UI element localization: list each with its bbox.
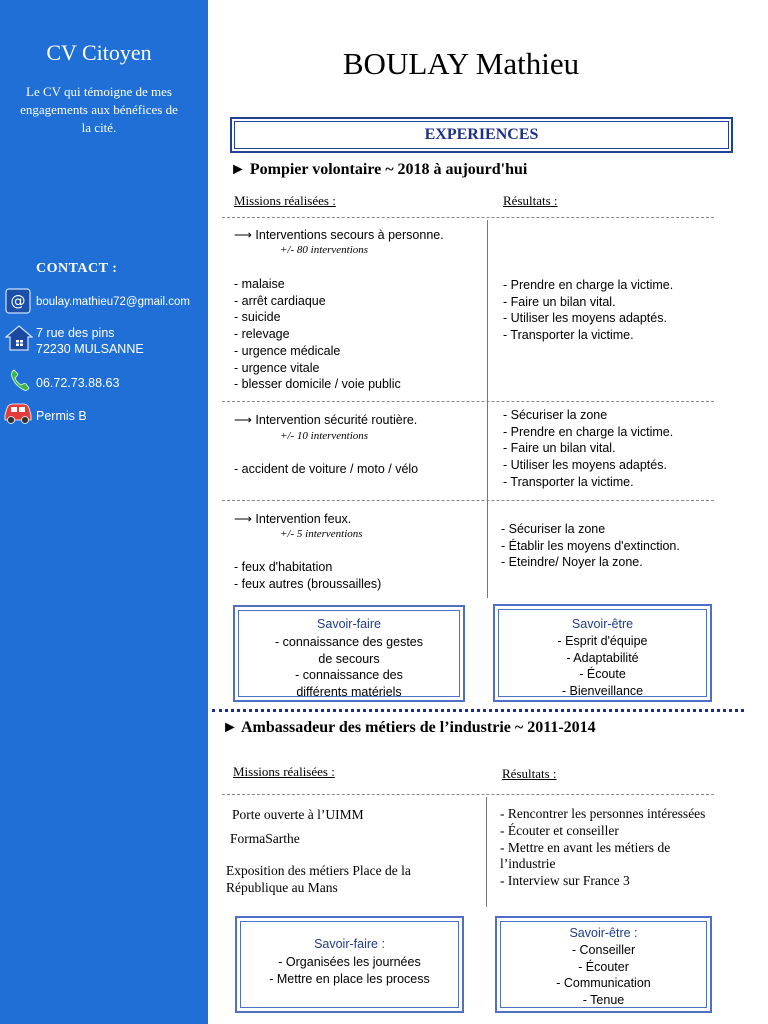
- license-text: Permis B: [36, 409, 87, 423]
- list-item: - relevage: [234, 327, 290, 342]
- savoir-faire-list: [237, 954, 462, 987]
- exp2-results-list: [500, 806, 710, 890]
- section-separator: [212, 709, 744, 712]
- email-icon: [5, 288, 31, 314]
- car-icon: [2, 398, 34, 426]
- divider: [222, 401, 714, 402]
- sidebar-title: CV Citoyen: [46, 40, 152, 65]
- address-line2: 72230 MULSANNE: [36, 342, 144, 356]
- list-item: - Prendre en charge la victime.: [503, 278, 674, 292]
- list-item: - Sécuriser la zone: [501, 522, 606, 536]
- list-item: - Utiliser les moyens adaptés.: [503, 458, 667, 473]
- list-item: - malaise: [234, 277, 285, 291]
- exp2-missions-heading: Missions réalisées :: [233, 764, 335, 779]
- exp2-title: ► Ambassadeur des métiers de l’industrie ~ 2011-2014: [222, 719, 596, 736]
- column-divider: [486, 797, 487, 907]
- exp1-block3-heading: ⟶ Intervention feux.: [234, 512, 352, 526]
- list-item: - Rencontrer les personnes intéressées: [500, 806, 706, 821]
- exp1-block2-results: [503, 407, 673, 491]
- list-item: - Mettre en place les process: [269, 971, 430, 986]
- list-item: - connaissance des: [295, 668, 403, 683]
- divider: [222, 794, 714, 795]
- experiences-banner: [230, 117, 733, 153]
- list-item: - Faire un bilan vital.: [503, 441, 616, 456]
- sidebar: [0, 0, 208, 1024]
- list-item: - accident de voiture / moto / vélo: [234, 462, 419, 476]
- exp1-block2-count: +/- 10 interventions: [280, 430, 369, 442]
- exp2-mission-1: Porte ouverte à l’UIMM: [232, 807, 364, 822]
- list-item: - Organisées les journées: [278, 955, 421, 969]
- list-item: - urgence vitale: [234, 360, 320, 375]
- experiences-title: EXPERIENCES: [234, 121, 729, 149]
- savoir-etre-list: [495, 633, 710, 699]
- exp1-block1-results: [503, 277, 673, 344]
- exp1-block1-count: +/- 80 interventions: [280, 244, 369, 256]
- email-text[interactable]: boulay.mathieu72@gmail.com: [36, 296, 191, 308]
- list-item: - Sécuriser la zone: [503, 408, 608, 422]
- last-name: BOULAY: [342, 46, 469, 81]
- list-item: - blesser domicile / voie public: [234, 377, 401, 392]
- savoir-etre-heading: Savoir-être :: [569, 926, 638, 940]
- list-item: - Transporter la victime.: [503, 474, 634, 489]
- contact-heading: CONTACT :: [36, 261, 118, 276]
- person-name: [230, 46, 692, 82]
- savoir-faire-list: [235, 634, 463, 700]
- exp2-mission-3: Exposition des métiers Place de la République au Mans: [226, 863, 411, 895]
- savoir-etre-list: [497, 942, 710, 1008]
- home-icon: [5, 324, 31, 350]
- column-divider: [487, 220, 488, 598]
- exp1-savoir-faire-box: [233, 605, 465, 702]
- savoir-faire-heading: Savoir-faire :: [314, 937, 385, 951]
- savoir-faire-heading: Savoir-faire: [317, 617, 381, 631]
- list-item: - Interview sur France 3: [500, 873, 630, 889]
- exp1-block2-list: [234, 461, 418, 478]
- phone-text[interactable]: 06.72.73.88.63: [36, 376, 120, 390]
- list-item: - suicide: [234, 310, 281, 325]
- divider: [222, 217, 714, 218]
- exp1-title: ► Pompier volontaire ~ 2018 à aujourd'hui: [230, 161, 528, 178]
- list-item: - Transporter la victime.: [503, 328, 634, 343]
- exp2-mission-2: FormaSarthe: [230, 831, 300, 846]
- list-item: - arrêt cardiaque: [234, 293, 326, 308]
- list-item: - urgence médicale: [234, 343, 341, 358]
- exp2-savoir-etre-box: [495, 916, 712, 1013]
- list-item: - Établir les moyens d'extinction.: [501, 538, 680, 553]
- exp1-block1-heading: ⟶ Interventions secours à personne.: [234, 228, 444, 242]
- list-item: - Écoute: [579, 667, 626, 682]
- list-item: - Adaptabilité: [566, 650, 639, 665]
- list-item: - Bienveillance: [561, 683, 644, 698]
- divider: [222, 500, 714, 501]
- list-item: - Utiliser les moyens adaptés.: [503, 311, 667, 326]
- exp1-savoir-etre-box: [493, 604, 712, 702]
- sidebar-tagline: Le CV qui témoigne de mes engagements aux bénéfices de la cité.: [20, 84, 178, 135]
- savoir-etre-heading: Savoir-être: [571, 617, 634, 631]
- exp1-block1-list: [234, 276, 401, 393]
- exp2-savoir-faire-box: [235, 916, 464, 1013]
- list-item: - feux d'habitation: [234, 560, 333, 574]
- exp1-block3-list: [234, 559, 381, 592]
- exp1-block3-results: [501, 521, 680, 571]
- exp1-block2-heading: ⟶ Intervention sécurité routière.: [234, 413, 418, 427]
- list-item: - Écouter: [578, 959, 629, 974]
- exp1-results-heading: Résultats :: [503, 193, 558, 208]
- address-line1: 7 rue des pins: [36, 326, 115, 340]
- svg-text:@: @: [10, 292, 26, 310]
- list-item: différents matériels: [296, 684, 402, 699]
- exp2-results-heading: Résultats :: [502, 766, 557, 781]
- list-item: - connaissance des gestes: [274, 635, 423, 649]
- list-item: - Conseiller: [571, 943, 636, 957]
- address: [36, 325, 144, 357]
- list-item: - Eteindre/ Noyer la zone.: [501, 555, 643, 570]
- exp1-block3-count: +/- 5 interventions: [280, 528, 363, 540]
- first-name: Mathieu: [475, 46, 580, 81]
- list-item: - feux autres (broussailles): [234, 576, 382, 591]
- list-item: - Esprit d'équipe: [557, 634, 648, 648]
- list-item: - Communication: [556, 976, 651, 991]
- list-item: - Faire un bilan vital.: [503, 294, 616, 309]
- list-item: de secours: [318, 651, 380, 666]
- list-item: - Mettre en avant les métiers de l’industrie: [500, 839, 671, 872]
- list-item: - Tenue: [582, 992, 625, 1007]
- list-item: - Écouter et conseiller: [500, 822, 619, 838]
- phone-icon: [9, 368, 35, 394]
- list-item: - Prendre en charge la victime.: [503, 424, 674, 439]
- exp1-missions-heading: Missions réalisées :: [234, 193, 336, 208]
